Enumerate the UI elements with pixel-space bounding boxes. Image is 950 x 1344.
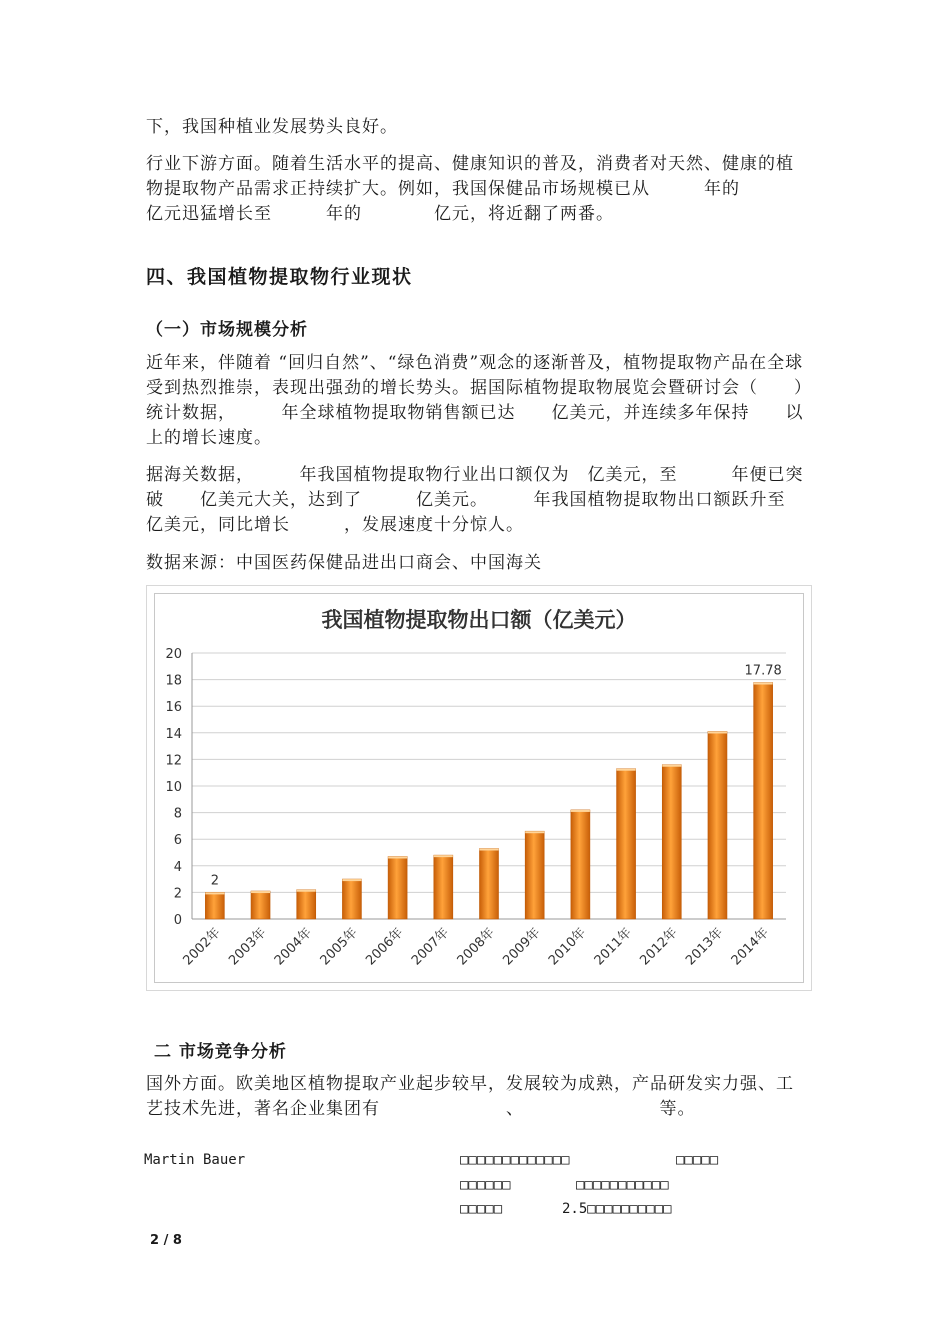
x-tick-label: 2011年: [591, 925, 635, 969]
bar-2004年: [297, 890, 316, 919]
data-label: 17.78: [744, 663, 782, 679]
y-tick-label: 6: [173, 833, 182, 849]
x-tick-label: 2002年: [180, 925, 224, 969]
subsection-heading-market-size: （一）市场规模分析: [146, 320, 308, 340]
bar-2007年: [434, 855, 453, 919]
y-tick-label: 18: [165, 673, 182, 689]
y-tick-label: 10: [165, 780, 182, 795]
table-row-3-col3: 2.5□□□□□□□□□□: [562, 1201, 672, 1217]
bar-2011年: [617, 769, 636, 919]
x-tick-label: 2009年: [500, 925, 544, 969]
bar-top-highlight: [708, 731, 727, 733]
bar-top-highlight: [205, 892, 224, 894]
bar-2008年: [480, 849, 499, 919]
bar-top-highlight: [297, 890, 316, 892]
chart-svg: [146, 585, 812, 991]
bar-top-highlight: [342, 879, 361, 881]
x-tick-label: 2012年: [637, 925, 681, 969]
y-tick-label: 20: [165, 647, 182, 662]
page-number: 2 / 8: [150, 1233, 182, 1248]
x-tick-label: 2010年: [546, 925, 590, 969]
export-bar-chart: [146, 585, 812, 991]
paragraph-foreign-companies: 国外方面。欧美地区植物提取产业起步较早，发展较为成熟，产品研发实力强、工艺技术先进，著名企业集团有 、 等。: [146, 1074, 794, 1119]
x-tick-label: 2007年: [408, 925, 453, 969]
y-tick-label: 8: [173, 806, 182, 822]
table-row-3-col2: □□□□□: [460, 1201, 503, 1217]
x-tick-label: 2008年: [454, 925, 498, 969]
table-row-1-col2: □□□□□□□□□□□□□: [460, 1152, 570, 1168]
bar-2012年: [662, 765, 681, 919]
y-tick-label: 14: [165, 726, 182, 742]
bar-2003年: [251, 891, 270, 919]
x-tick-label: 2004年: [271, 925, 316, 969]
table-row-1-col1: Martin Bauer: [144, 1152, 246, 1168]
paragraph-export-data: 据海关数据， 年我国植物提取物行业出口额仅为 亿美元，至 年便已突破 亿美元大关，达到了 亿美元。 年我国植物提取物出口额跃升至 亿美元，同比增长 ，发展速度十分惊人。: [146, 465, 840, 535]
bar-top-highlight: [525, 831, 544, 833]
bar-top-highlight: [480, 849, 499, 851]
data-label: 2: [210, 873, 219, 889]
chart-inner-border: [155, 594, 804, 983]
bar-top-highlight: [754, 683, 773, 685]
paragraph-intro-end: 下，我国种植业发展势头良好。: [146, 117, 398, 137]
paragraph-downstream: 行业下游方面。随着生活水平的提高、健康知识的普及，消费者对天然、健康的植物提取物产品需求正持续扩大。例如，我国保健品市场规模已从 年的 亿元迅猛增长至 年的 亿元，将近翻了两番。: [146, 154, 812, 224]
table-row-1-col3: □□□□□: [676, 1152, 719, 1168]
y-tick-label: 4: [173, 859, 182, 875]
bar-top-highlight: [662, 765, 681, 767]
bar-2014年: [754, 683, 773, 919]
paragraph-global-market: 近年来，伴随着 “回归自然”、“绿色消费”观念的逐渐普及，植物提取物产品在全球受到热烈推崇，表现出强劲的增长势头。据国际植物提取物展览会暨研讨会（ ）统计数据， 年全球植物提取物销售额已达 亿美元，并连续多年保持 以上的增长速度。: [146, 353, 804, 448]
bar-2009年: [525, 831, 544, 919]
bar-top-highlight: [434, 855, 453, 857]
chart-title: 我国植物提取物出口额（亿美元）: [321, 608, 637, 632]
bar-2010年: [571, 810, 590, 919]
data-source-note: 数据来源：中国医药保健品进出口商会、中国海关: [146, 553, 542, 573]
table-row-2-col2: □□□□□□: [460, 1177, 511, 1193]
bar-top-highlight: [617, 769, 636, 771]
y-tick-label: 12: [165, 753, 182, 769]
x-tick-label: 2003年: [226, 925, 270, 969]
bar-top-highlight: [571, 810, 590, 812]
bar-top-highlight: [251, 891, 270, 893]
subsection-heading-competition: 二 市场竞争分析: [154, 1042, 287, 1062]
x-tick-label: 2006年: [363, 925, 407, 969]
bar-2006年: [388, 856, 407, 919]
y-tick-label: 0: [173, 913, 182, 928]
x-tick-label: 2005年: [317, 925, 361, 969]
bar-2005年: [342, 879, 361, 919]
section-heading-4: 四、我国植物提取物行业现状: [146, 266, 413, 288]
bar-2002年: [205, 892, 224, 919]
bar-top-highlight: [388, 856, 407, 858]
y-tick-label: 2: [173, 886, 182, 902]
x-tick-label: 2013年: [683, 925, 727, 969]
y-tick-label: 16: [165, 700, 182, 716]
table-row-2-col3: □□□□□□□□□□□: [576, 1177, 669, 1193]
bar-2013年: [708, 731, 727, 919]
x-tick-label: 2014年: [728, 925, 772, 969]
